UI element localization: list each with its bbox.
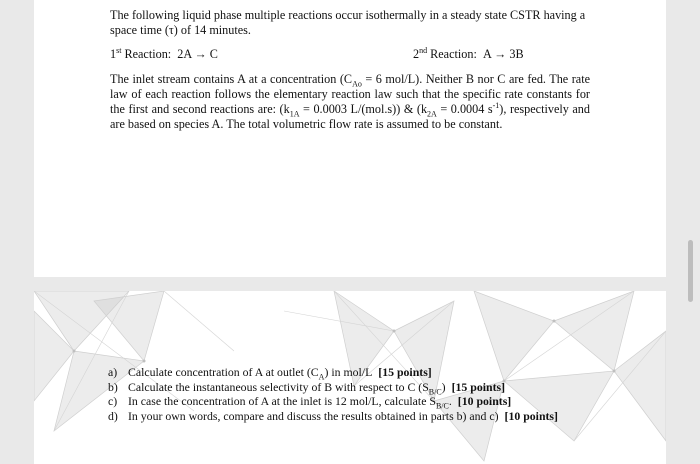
question-d-points: [10 points] [504, 408, 558, 423]
details-text-4: = 0.0004 s [436, 102, 493, 116]
question-c-sub: B/C [435, 401, 449, 411]
reaction-2-equation: A → 3B [482, 47, 524, 61]
question-b [108, 380, 578, 395]
question-c-after: . [448, 394, 452, 408]
question-label: d) [108, 408, 118, 423]
question-b-sub: B/C [428, 386, 442, 396]
question-a-points: [15 points] [378, 365, 432, 379]
reaction-1-label: Reaction: [121, 47, 172, 61]
question-text [128, 365, 578, 380]
reaction-1-equation: 2A → C [177, 47, 218, 61]
question-a [108, 365, 578, 380]
problem-details [110, 72, 590, 132]
details-sup-exp: -1 [492, 100, 500, 110]
question-a-after: ) in mol/L [324, 365, 373, 379]
question-c [108, 394, 578, 409]
reaction-1-ordinal: 1 [110, 47, 117, 61]
question-text [128, 380, 578, 395]
questions-list [108, 365, 578, 423]
details-sub-k2a: 2A [427, 109, 437, 119]
question-d [108, 409, 578, 424]
question-text [128, 394, 578, 409]
question-c-text: In case the concentration of A at the inlet is 12 mol/L, calculate S [128, 394, 436, 408]
question-c-points: [10 points] [457, 394, 512, 408]
question-text [128, 409, 578, 424]
scrollbar-thumb[interactable] [688, 240, 693, 302]
question-a-sub: A [318, 372, 325, 382]
question-label: c) [108, 394, 118, 408]
reaction-2-label: Reaction: [427, 47, 477, 61]
question-b-text: Calculate the instantaneous selectivity of B with respect to C (S [128, 379, 429, 394]
details-sub-k1a: 1A [289, 109, 300, 119]
problem-intro: The following liquid phase multiple reactions occur isothermally in a steady state CSTR having a space time (τ) of 14 minutes. [110, 8, 586, 37]
question-label: b) [108, 379, 118, 394]
details-text-1: The inlet stream contains A at a concentration (C [110, 72, 353, 86]
question-a-text: Calculate concentration of A at outlet (C [128, 365, 319, 379]
reaction-1-ordinal-suffix: st [116, 45, 122, 55]
reaction-1 [110, 47, 218, 62]
details-text-2: = 6 mol/L). Neither B nor C are fed. The rate law of each reaction follows the elementary reaction law such that the specific rate constants for the first and second reactions are: (k [110, 72, 591, 116]
reaction-2 [413, 47, 524, 62]
page-card-top [34, 0, 666, 277]
question-d-text: In your own words, compare and discuss the results obtained in parts b) and c) [128, 408, 499, 423]
question-label: a) [108, 365, 118, 379]
reaction-2-ordinal: 2 [413, 47, 420, 61]
details-text-5: ), respectively and are based on species A. The total volumetric flow rate is assumed to be constant. [110, 102, 590, 131]
question-b-points: [15 points] [451, 379, 506, 394]
question-b-after: ) [441, 379, 446, 394]
details-text-3: = 0.0003 L/(mol.s)) & (k [299, 102, 428, 116]
details-sub-cao: Ao [352, 79, 362, 89]
reaction-2-ordinal-suffix: nd [419, 45, 428, 55]
